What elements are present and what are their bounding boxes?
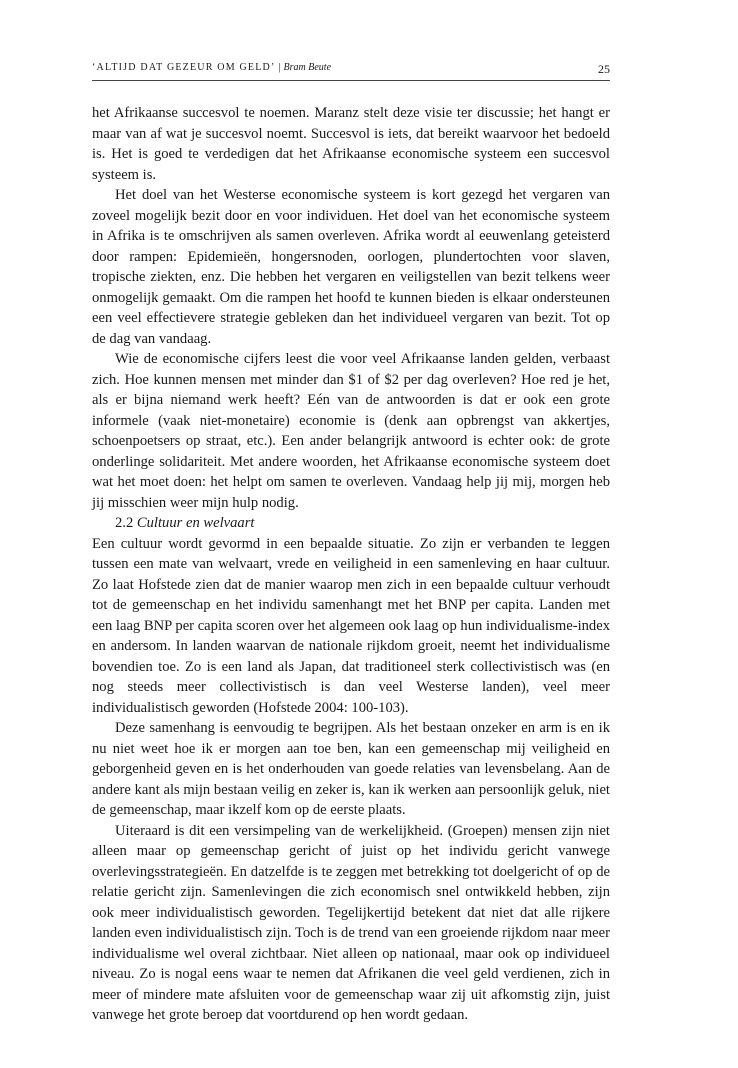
- running-title: ‘ALTIJD DAT GEZEUR OM GELD’: [92, 62, 276, 73]
- paragraph: het Afrikaanse succesvol te noemen. Maranz stelt deze visie ter discussie; het hangt er maar van af wat je succesvol noemt. Succesvol is iets, dat bereikt waarvoor het bedoeld is. Het is goed te verdedigen dat het Afrikaanse economische systeem een succesvol systeem is.: [92, 105, 610, 183]
- paragraph: Uiteraard is dit een versimpeling van de werkelijkheid. (Groepen) mensen zijn niet alleen maar op gemeenschap gericht of juist op het individu gericht vanwege overlevingsstrategieën. En datzelfde is te zeggen met betrekking tot doelgericht of op de relatie gericht zijn. Samenlevingen die zich economisch snel ontwikkeld hebben, zijn ook meer individualistisch geworden. Tegelijkertijd betekent dat niet dat alle rijkere landen even individualistisch zijn. Toch is de trend van een groeiende rijkdom naar meer individualisme wel overal zichtbaar. Niet alleen op nationaal, maar ook op individueel niveau. Zo is nogal eens waar te nemen dat Afrikanen die veel geld verdienen, zich in meer of mindere mate afsluiten voor de gemeenschap waar zij uit afkomstig zijn, juist vanwege het grote beroep dat voortdurend op hen wordt gedaan.: [92, 822, 610, 1023]
- section-number: 2.2: [115, 515, 134, 531]
- section-heading: [92, 513, 610, 534]
- running-header-left: [92, 62, 331, 73]
- header-separator: |: [278, 62, 281, 73]
- running-header: [92, 60, 610, 81]
- paragraph: Wie de economische cijfers leest die voor veel Afrikaanse landen gelden, verbaast zich. Hoe kunnen mensen met minder dan $1 of $2 per dag overleven? Hoe red je het, als er bijna niemand werk heeft? Eén van de antwoorden is dat er ook een grote informele (vaak niet-monetaire) economie is (denk aan opbrengst van akkertjes, schoenpoetsers op straat, etc.). Een ander belangrijk antwoord is echter ook: de grote onderlinge solidariteit. Met andere woorden, het Afrikaanse economische systeem doet wat het moet doen: het helpt om samen te overleven. Vandaag help jij mij, morgen heb jij misschien weer mijn hulp nodig.: [92, 351, 610, 511]
- page-number: 25: [598, 62, 610, 76]
- paragraph: Deze samenhang is eenvoudig te begrijpen. Als het bestaan onzeker en arm is en ik nu niet weet hoe ik er morgen aan toe ben, kan een gemeenschap mij veiligheid en geborgenheid geven en is het onderhouden van goede relaties van levensbelang. Aan de andere kant als mijn bestaan veilig en zeker is, kan ik werken aan persoonlijk geluk, niet de gemeenschap, maar ikzelf kom op de eerste plaats.: [92, 720, 610, 818]
- author-name: Bram Beute: [283, 62, 332, 73]
- section-title: Cultuur en welvaart: [136, 515, 255, 531]
- body-text: [92, 103, 610, 1026]
- paragraph: Het doel van het Westerse economische systeem is kort gezegd het vergaren van zoveel mogelijk bezit door en voor individuen. Het doel van het economische systeem in Afrika is te omschrijven als samen overleven. Afrika wordt al eeuwenlang geteisterd door rampen: Epidemieën, hongersnoden, oorlogen, plundertochten voor slaven, tropische ziekten, enz. Die hebben het vergaren en veiligstellen van bezit telkens weer onmogelijk gemaakt. Om die rampen het hoofd te kunnen bieden is elkaar ondersteunen een veel effectievere strategie gebleken dan het individueel vergaren van bezit. Tot op de dag van vandaag.: [92, 187, 610, 347]
- paragraph: Een cultuur wordt gevormd in een bepaalde situatie. Zo zijn er verbanden te leggen tussen een mate van welvaart, vrede en veiligheid in een samenleving en haar cultuur. Zo laat Hofstede zien dat de manier waarop men zich in een bepaalde cultuur verhoudt tot de gemeenschap en het individu samenhangt met het BNP per capita. Landen met een laag BNP per capita scoren over het algemeen ook laag op hun individualisme-index en andersom. In landen waarvan de nationale rijkdom groeit, neemt het individualisme bovendien toe. Zo is een land als Japan, dat traditioneel sterk collectivistisch was (en nog steeds meer collectivistisch is dan veel Westerse landen), veel meer individualistisch geworden (Hofstede 2004: 100-103).: [92, 535, 610, 716]
